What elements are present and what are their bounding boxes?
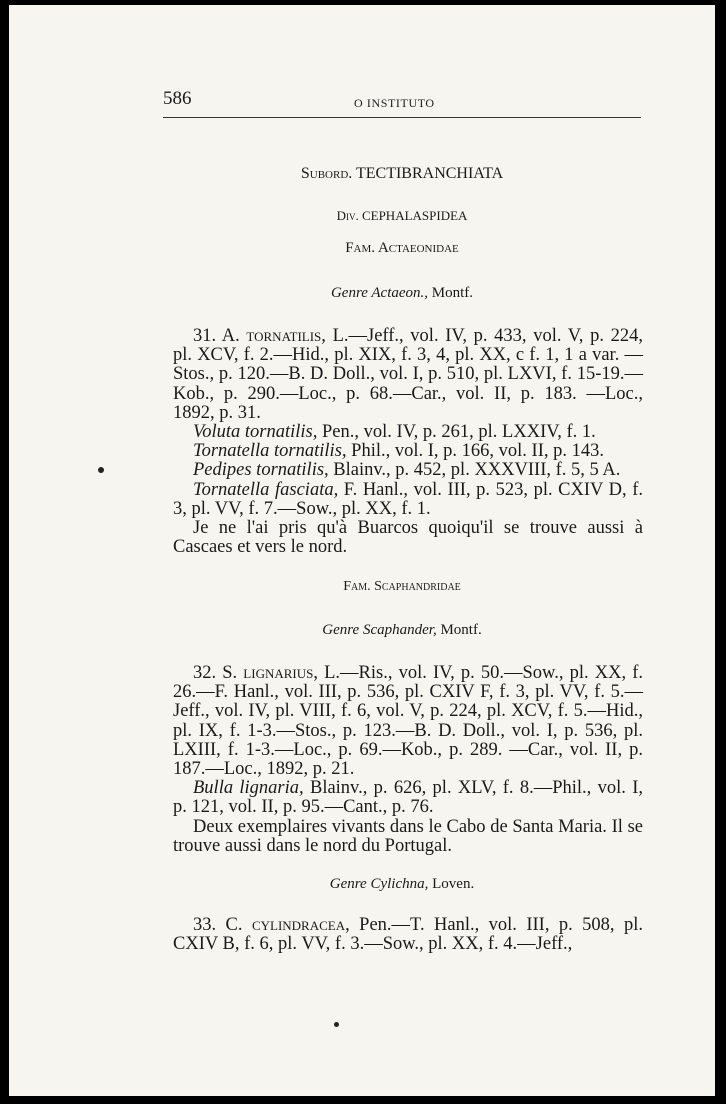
species-entry-31 <box>173 327 643 557</box>
family-heading-actaeonidae: Fam. Actaeonidae <box>345 240 459 256</box>
book-page <box>9 5 715 1096</box>
species-entry-33 <box>173 916 643 954</box>
entry-32-references: 32. S. lignarius, L.—Ris., vol. IV, p. 50.—Sow., pl. XX, f. 26.—F. Hanl., vol. III, p. 536, pl. CXIV F, f. 3, pl. VV, f. 5.—Jeff., vol. IV, pl. VIII, f. 6, vol. V, p. 224, pl. XCV, f. 5.—Hid., pl. IX, f. 1-3.—Stos., p. 123.—B. D. Doll., vol. I, p. 536, pl. LXIII, f. 1-3.—Loc., p. 69.—Kob., p. 289. —Car., vol. II, p. 187.—Loc., 1892, p. 21. <box>173 663 643 780</box>
ink-spot <box>98 467 104 473</box>
genus-heading-actaeon: Genre Actaeon., Montf. <box>330 285 474 301</box>
page-number: 586 <box>163 88 192 109</box>
genus-heading-cylichna: Genre Cylichna, Loven. <box>329 876 475 892</box>
entry-31-references: 31. A. tornatilis, L.—Jeff., vol. IV, p. 433, vol. V, p. 224, pl. XCV, f. 2.—Hid., pl. XIX, f. 3, 4, pl. XX, c f. 1, 1 a var. —Stos., p. 120.—B. D. Doll., vol. I, p. 510, pl. LXVI, f. 15-19.—Kob., p. 290.—Loc., p. 68.—Car., vol. II, p. 183. —Loc., 1892, p. 31. <box>173 326 643 423</box>
synonym-line: Pedipes tornatilis, Blainv., p. 452, pl. XXXVIII, f. 5, 5 A. <box>193 460 621 481</box>
header-rule <box>163 117 641 118</box>
genus-heading-scaphander: Genre Scaphander, Montf. <box>322 622 482 638</box>
entry-33-references: 33. C. cylindracea, Pen.—T. Hanl., vol. III, p. 508, pl. CXIV B, f. 6, pl. VV, f. 3.—Sow., pl. XX, f. 4.—Jeff., <box>173 915 643 955</box>
division-heading: Div. CEPHALASPIDEA <box>336 208 468 223</box>
species-entry-32 <box>173 664 643 856</box>
running-title: O INSTITUTO <box>354 96 435 110</box>
ink-spot <box>334 1022 339 1027</box>
family-heading-scaphandridae: Fam. Scaphandridae <box>343 579 461 594</box>
locality-note: Je ne l'ai pris qu'à Buarcos quoiqu'il se trouve aussi à Cascaes et vers le nord. <box>173 518 643 558</box>
synonym-line: Tornatella tornatilis, Phil., vol. I, p. 166, vol. II, p. 143. <box>193 441 604 462</box>
synonym-line: Bulla lignaria, Blainv., p. 626, pl. XLV, f. 8.—Phil., vol. I, p. 121, vol. II, p. 95.—Cant., p. 76. <box>173 778 643 818</box>
synonym-line: Tornatella fasciata, F. Hanl., vol. III, p. 523, pl. CXIV D, f. 3, pl. VV, f. 7.—Sow., pl. XX, f. 1. <box>173 479 643 519</box>
locality-note: Deux exemplaires vivants dans le Cabo de Santa Maria. Il se trouve aussi dans le nord du Portugal. <box>173 816 643 856</box>
suborder-heading: Subord. TECTIBRANCHIATA <box>300 165 504 182</box>
synonym-line: Voluta tornatilis, Pen., vol. IV, p. 261, pl. LXXIV, f. 1. <box>193 422 596 443</box>
